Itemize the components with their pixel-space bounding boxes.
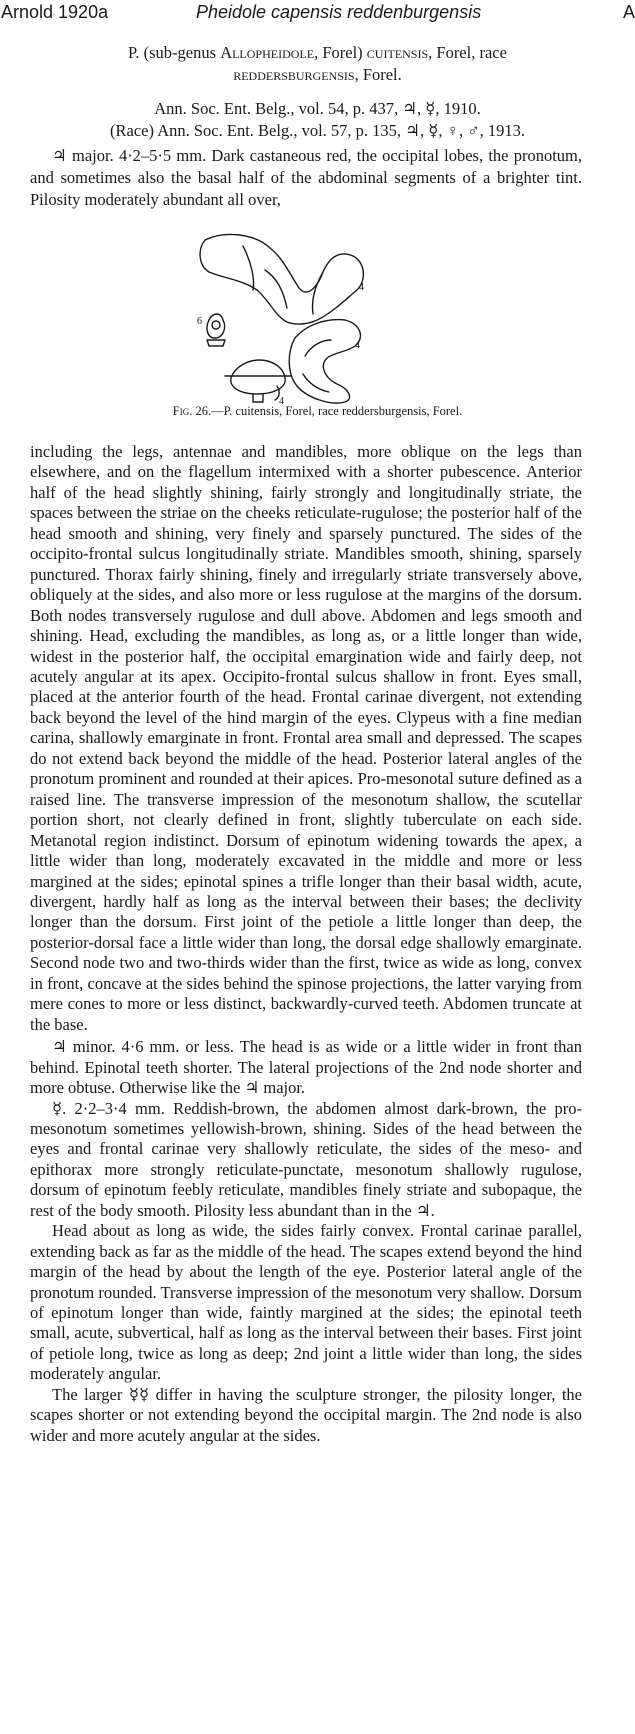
paragraph-head: Head about as long as wide, the sides fairly convex. Frontal carinae parallel, extending back as far as the middle of the head. The scapes extend beyond the hind margin of the head by about the length of the eye. Posterior lateral angle of the pronotum rounded. Transverse impression of the mesonotum very shallow. Dorsum of epinotum longer than wide, faintly margined at the sides; the epinotal teeth small, acute, subvertical, half as long as the interval between their bases. First joint of petiole long, twice as long as deep; 2nd joint a little wider than long, the sides moderately angular. (30, 1221, 582, 1384)
title-text: , Forel) (314, 43, 367, 62)
paragraph-larger-workers: The larger ☿☿ differ in having the sculpture stronger, the pilosity longer, the scapes shorter or not extending beyond the occipital margin. The 2nd node is also wider and more acutely angular at the sides. (30, 1384, 582, 1445)
author-year: Arnold 1920a (1, 2, 109, 22)
reference-1: Ann. Soc. Ent. Belg., vol. 54, p. 437, ♃, ☿, 1910. (154, 99, 481, 118)
species-name: cuitensis (366, 43, 429, 62)
reference-2: (Race) Ann. Soc. Ent. Belg., vol. 57, p. 135, ♃, ☿, ♀, ♂, 1913. (110, 121, 525, 140)
paragraph-minor: ♃ minor. 4·6 mm. or less. The head is as wide or a little wider in front than behind. Epinotal teeth shorter. The lateral projections of the 2nd node shorter and more obtuse. Otherwise like the ♃ major. (30, 1037, 582, 1098)
description-body (30, 442, 582, 1446)
title-text: , Forel. (354, 65, 402, 84)
figure-label: 6 (197, 316, 202, 327)
references (30, 98, 605, 142)
subgenus-name: Allopheidole (220, 43, 315, 62)
taxon-title (30, 42, 605, 86)
figure-label: 4 (359, 282, 364, 293)
title-text: , Forel, race (428, 43, 507, 62)
head-outline (200, 234, 363, 324)
species-heading: Pheidole capensis reddenburgensis (196, 2, 482, 22)
running-header (0, 2, 635, 26)
figure-caption (30, 404, 605, 419)
intro-paragraph: ♃ major. 4·2–5·5 mm. Dark castaneous red, the occipital lobes, the pronotum, and sometimes also the basal half of the abdominal segments of a brighter tint. Pilosity moderately abundant all over, (30, 146, 582, 210)
corner-mark: A (622, 2, 635, 22)
paragraph-worker: ☿. 2·2–3·4 mm. Reddish-brown, the abdomen almost dark-brown, the pro-mesonotum sometimes yellowish-brown, shining. Sides of the head between the eyes and frontal carinae very shallowly reticulate, the sides of the meso- and epithorax more strongly reticulate-punctate, mesonotum shallowly rugulose, dorsum of epinotum feebly reticulate, mandibles finely striate and subopaque, the rest of the body smooth. Pilosity less abundant than in the ♃. (30, 1098, 582, 1220)
figure-label: 4 (279, 396, 284, 406)
caption-label: Fig. 26. (172, 404, 212, 418)
petiole-outline (207, 314, 225, 338)
node-outline (231, 360, 285, 394)
figure-label: 4 (355, 340, 360, 351)
race-name: reddersburgensis (233, 65, 355, 84)
paragraph-continuation: including the legs, antennae and mandibles, more oblique on the legs than elsewhere, and on the flagellum intermixed with a shorter pubescence. Anterior half of the head slightly shining, fairly strongly and longitudinally striate, the spaces between the striae on the cheeks reticulate-rugulose; the posterior half of the head smooth and shining, very finely and sparsely punctured. The sides of the occipito-frontal sulcus longitudinally striate. Mandibles smooth, shining, sparsely punctured. Thorax fairly shining, finely and irregularly striate transversely above, obliquely at the sides, and also more or less rugulose at the margins of the dorsum. Both nodes transversely rugulose and dull above. Abdomen and legs smooth and shining. Head, excluding the mandibles, as long as, or a little longer than wide, widest in the posterior half, the occipital emargination wide and fairly deep, not acutely angular at its apex. Occipito-frontal sulcus shallow in front. Eyes small, placed at the anterior fourth of the head. Frontal carinae divergent, not extending back beyond the level of the hind margin of the eyes. Clypeus with a fine median carina, shallowly emarginate in front. Frontal area small and depressed. The scapes do not extend back beyond the middle of the head. Posterior lateral angles of the pronotum prominent and rounded at their apices. Pro-mesonotal suture defined as a raised line. The transverse impression of the mesonotum shallow, the scutellar portion short, not clearly defined in front, slightly tuberculate on each side. Metanotal region indistinct. Dorsum of epinotum widening towards the apex, a little wider than long, moderately excavated in the middle and more or less margined at the sides; epinotal spines a trifle longer than their basal width, acute, divergent, hardly half as long as the interval between their bases; the declivity longer than the dorsum. First joint of the petiole a little longer than deep, the posterior-dorsal face a little wider than long, the dorsal edge shallowly emarginate. Second node two and two-thirds wider than the first, twice as wide as long, convex in front, concave at the sides behind the spinose projections, the latter varying from mere cones to more or less distinct, backwardly-curved teeth. Abdomen truncate at the base. (30, 442, 582, 1034)
title-text: P. (sub-genus (128, 43, 221, 62)
caption-text: —P. cuitensis, Forel, race reddersburgensis, Forel. (211, 404, 463, 418)
figure-26-drawing (195, 228, 405, 406)
